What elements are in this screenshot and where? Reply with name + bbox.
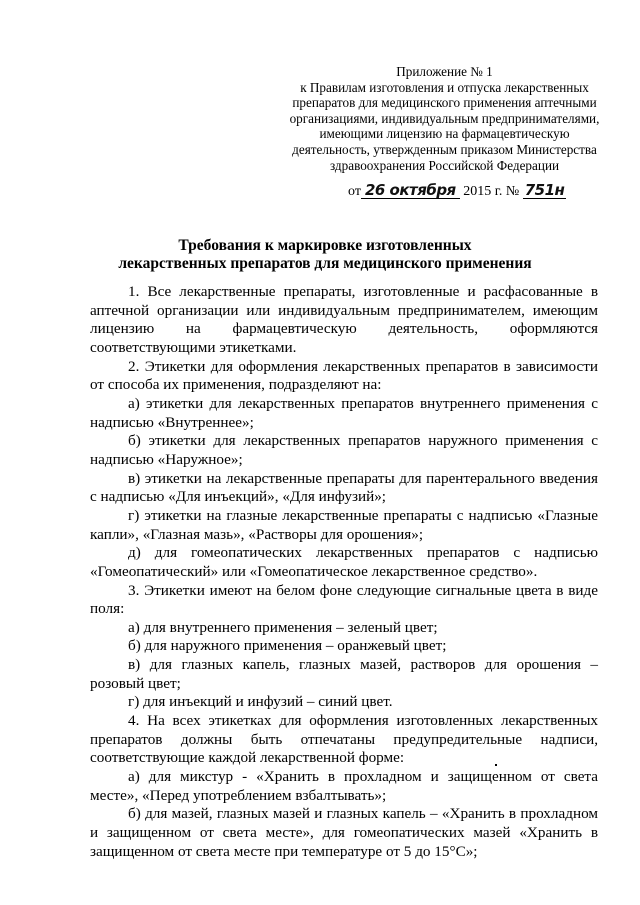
appendix-line: Приложение № 1 <box>396 64 493 79</box>
paragraph-2: 2. Этикетки для оформления лекарственных препаратов в зависимости от способа их применения, подразделяют на: <box>90 357 598 394</box>
appendix-line: организациями, индивидуальным предпринимателями, <box>289 110 600 126</box>
paragraph-3a: а) для внутреннего применения – зеленый цвет; <box>128 618 438 636</box>
paragraph-3v: в) для глазных капель, глазных мазей, растворов для орошения – розовый цвет; <box>90 656 598 692</box>
document-body <box>90 283 598 861</box>
paragraph-2b: б) этикетки для лекарственных препаратов наружного применения с надписью «Наружное»; <box>90 432 598 468</box>
appendix-header <box>282 64 607 173</box>
order-prefix: от <box>348 184 361 199</box>
paragraph-1: 1. Все лекарственные препараты, изготовленные и расфасованные в аптечной организации или индивидуальным предпринимателем, имеющим лицензию на фармацевтическую деятельность, оформляются соответствующими этикетками. <box>90 283 598 356</box>
handwritten-order-number: 751н <box>524 181 565 199</box>
paragraph-2a: а) этикетки для лекарственных препаратов внутреннего применения с надписью «Внутреннее»; <box>90 394 598 431</box>
title-line-1: Требования к маркировке изготовленных <box>178 237 472 254</box>
appendix-line: препаратов для медицинского применения аптечными <box>292 95 597 111</box>
appendix-line: здравоохранения Российской Федерации <box>329 157 560 173</box>
paragraph-2v: в) этикетки на лекарственные препараты для парентерального введения с надписью «Для инъекций», «Для инфузий»; <box>90 469 598 506</box>
paragraph-2d: д) для гомеопатических лекарственных препаратов с надписью «Гомеопатический» или «Гомеопатическое лекарственное средство». <box>90 544 598 580</box>
scan-speck <box>495 764 497 766</box>
appendix-line: к Правилам изготовления и отпуска лекарственных <box>300 79 589 95</box>
paragraph-4: 4. На всех этикетках для оформления изготовленных лекарственных препаратов должны быть отпечатаны предупредительные надписи, соответствующие каждой лекарственной форме: <box>90 712 598 767</box>
paragraph-2g: г) этикетки на глазные лекарственные препараты с надписью «Глазные капли», «Глазная мазь», «Растворы для орошения»; <box>90 506 598 543</box>
paragraph-4a: а) для микстур - «Хранить в прохладном и защищенном от света месте», «Перед употреблением взбалтывать»; <box>90 768 598 804</box>
document-title <box>90 237 560 272</box>
appendix-line: имеющими лицензию на фармацевтическую <box>319 126 570 142</box>
paragraph-3b: б) для наружного применения – оранжевый цвет; <box>128 637 447 655</box>
order-year: 2015 г. № <box>463 184 520 199</box>
title-line-2: лекарственных препаратов для медицинского применения <box>118 254 532 272</box>
handwritten-date: 26 октября <box>361 182 460 199</box>
paragraph-4b: б) для мазей, глазных мазей и глазных капель – «Хранить в прохладном и защищенном от света месте», для гомеопатических мазей «Хранить в защищенном от света месте при температуре от 5 до 15°С»; <box>90 805 598 860</box>
paragraph-3: 3. Этикетки имеют на белом фоне следующие сигнальные цвета в виде поля: <box>90 581 598 618</box>
order-reference <box>348 182 566 201</box>
appendix-line: деятельность, утвержденным приказом Министерства <box>292 141 597 157</box>
paragraph-3g: г) для инъекций и инфузий – синий цвет. <box>128 693 393 711</box>
